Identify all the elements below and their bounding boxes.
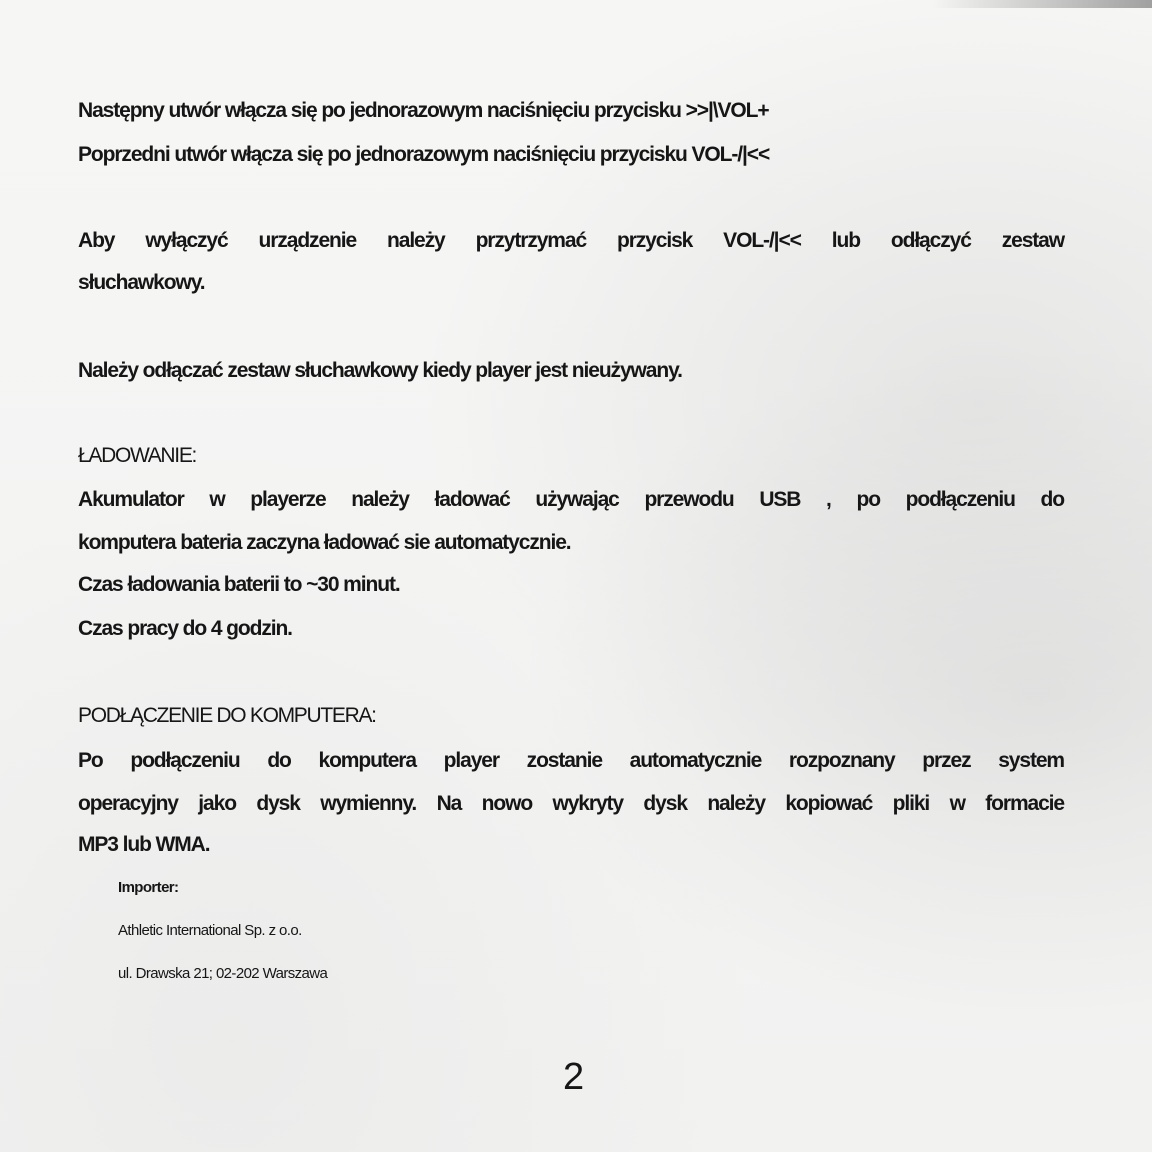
charging-time: Czas ładowania baterii to ~30 minut. (78, 573, 400, 596)
next-track-instruction: Następny utwór włącza się po jednorazowym naciśnięciu przycisku >>|\VOL+ (78, 99, 769, 122)
importer-address: ul. Drawska 21; 02-202 Warszawa (118, 965, 328, 982)
computer-paragraph-line-3: MP3 lub WMA. (78, 833, 210, 856)
previous-track-instruction: Poprzedni utwór włącza się po jednorazowym naciśnięciu przycisku VOL-/|<< (78, 143, 770, 166)
scan-edge-shadow (932, 0, 1152, 8)
disconnect-headset-note: Należy odłączać zestaw słuchawkowy kiedy player jest nieużywany. (78, 359, 682, 382)
power-off-instruction-line-2: słuchawkowy. (78, 271, 205, 294)
importer-company: Athletic International Sp. z o.o. (118, 922, 302, 939)
power-off-instruction-line-1: Aby wyłączyć urządzenie należy przytrzymać przycisk VOL-/|<< lub odłączyć zestaw (78, 229, 1064, 252)
importer-label: Importer: (118, 879, 179, 896)
computer-paragraph-line-1: Po podłączeniu do komputera player zostanie automatycznie rozpoznany przez system (78, 749, 1064, 772)
page-number: 2 (563, 1056, 585, 1098)
charging-paragraph-line-1: Akumulator w playerze należy ładować używając przewodu USB , po podłączeniu do (78, 488, 1064, 511)
charging-paragraph-line-2: komputera bateria zaczyna ładować sie automatycznie. (78, 531, 571, 554)
computer-connection-heading: PODŁĄCZENIE DO KOMPUTERA: (78, 704, 376, 727)
working-time: Czas pracy do 4 godzin. (78, 617, 292, 640)
computer-paragraph-line-2: operacyjny jako dysk wymienny. Na nowo wykryty dysk należy kopiować pliki w formacie (78, 792, 1064, 815)
charging-heading: ŁADOWANIE: (78, 444, 197, 467)
